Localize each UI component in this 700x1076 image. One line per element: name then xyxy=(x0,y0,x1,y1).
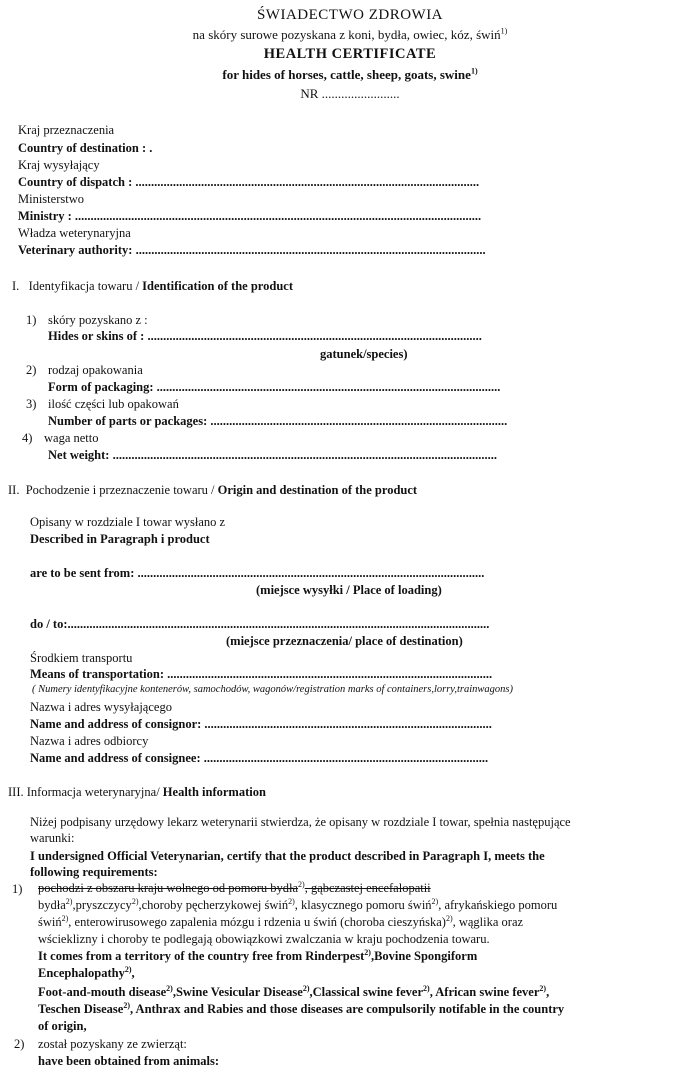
item-1-label-pl: skóry pozyskano z : xyxy=(48,313,148,327)
item-4-label-pl: waga netto xyxy=(44,431,99,445)
destination-to-field[interactable]: do / to:....................................................................................................................................... xyxy=(30,617,490,631)
described-en: Described in Paragraph i product xyxy=(30,532,210,546)
consignor-label-pl: Nazwa i adres wysyłającego xyxy=(30,700,172,714)
req-1-en-line-5: of origin, xyxy=(38,1019,87,1033)
req-1-en-line-2: Encephalopathy$^{2)}$, xyxy=(38,964,135,980)
certificate-number: NR ........................ xyxy=(300,86,400,101)
weight-field[interactable]: Net weight: ........................................................................................................................... xyxy=(48,448,497,462)
intro-en-line-2: following requirements: xyxy=(30,865,158,879)
req-1-number: 1) xyxy=(12,882,23,896)
species-note: gatunek/species) xyxy=(320,347,408,361)
transport-note: ( Numery identyfikacyjne kontenerów, samochodów, wagonów/registration marks of containers,lorry,trainwagons) xyxy=(32,684,514,695)
item-3-label-pl: ilość części lub opakowań xyxy=(48,397,179,411)
authority-field[interactable]: Veterinary authority: ................................................................................................................ xyxy=(18,243,486,257)
req-2-number: 2) xyxy=(14,1037,25,1051)
transport-label-pl: Środkiem transportu xyxy=(30,651,133,665)
section-2-heading: II. Pochodzenie i przeznaczenie towaru / Origin and destination of the product xyxy=(8,483,418,497)
destination-field[interactable]: Country of destination : . xyxy=(18,141,153,155)
item-2-number: 2) xyxy=(26,363,37,377)
item-3-number: 3) xyxy=(26,397,37,411)
described-pl: Opisany w rozdziale I towar wysłano z xyxy=(30,515,226,529)
title-pl: ŚWIADECTWO ZDROWIA xyxy=(256,7,444,23)
dispatch-label-pl: Kraj wysyłający xyxy=(18,158,100,172)
req-1-pl-line-1: pochodzi z obszaru kraju wolnego od pomoru bydła$^{2)}$, gąbczastej encefalopatii xyxy=(38,879,431,895)
subtitle-en: for hides of horses, cattle, sheep, goats, swine$^{1)}$ xyxy=(222,66,478,82)
ministry-label-pl: Ministerstwo xyxy=(18,192,84,206)
item-1-number: 1) xyxy=(26,313,37,327)
intro-en-line-1: I undersigned Official Veterynarian, certify that the product described in Paragraph I, meets the xyxy=(30,849,545,863)
req-1-en-line-3: Foot-and-mouth disease$^{2)}$,Swine Vesicular Disease$^{2)}$,Classical swine fever$^{2)}$, African swine fever$^{2)}$, xyxy=(38,983,550,999)
consignor-field[interactable]: Name and address of consignor: ............................................................................................ xyxy=(30,717,492,731)
consignee-field[interactable]: Name and address of consignee: ........................................................................................... xyxy=(30,751,489,765)
place-of-destination-note: (miejsce przeznaczenia/ place of destination) xyxy=(226,634,463,648)
sent-from-field[interactable]: are to be sent from: ............................................................................................................... xyxy=(30,566,485,580)
req-1-pl-line-2: bydła$^{2)}$,pryszczycy$^{2)}$,choroby pęcherzykowej świń$^{2)}$, klasycznego pomoru świń$^{2)}$, afrykańskiego pomoru xyxy=(38,896,558,912)
section-1-heading: I. Identyfikacja towaru / Identification of the product xyxy=(12,279,293,293)
req-2-pl: został pozyskany ze zwierząt: xyxy=(38,1037,187,1051)
intro-pl-line-1: Niżej podpisany urzędowy lekarz weterynarii stwierdza, że opisany w rozdziale I towar, spełnia następujące xyxy=(30,815,571,829)
req-1-en-line-1: It comes from a territory of the country free from Rinderpest$^{2)}$,Bovine Spongiform xyxy=(38,947,478,963)
item-4-number: 4) xyxy=(22,431,33,445)
title-en: HEALTH CERTIFICATE xyxy=(263,46,437,62)
intro-pl-line-2: warunki: xyxy=(30,831,75,845)
item-2-label-pl: rodzaj opakowania xyxy=(48,363,143,377)
req-1-en-line-4: Teschen Disease$^{2)}$, Anthrax and Rabies and those diseases are compulsorily notifable in the country xyxy=(38,1000,565,1016)
consignee-label-pl: Nazwa i adres odbiorcy xyxy=(30,734,149,748)
transport-field[interactable]: Means of transportation: ........................................................................................................ xyxy=(30,667,493,681)
packaging-field[interactable]: Form of packaging: .............................................................................................................. xyxy=(48,380,501,394)
req-1-pl-line-4: wścieklizny i choroby te podlegają obowiązkowi zwalczania w kraju pochodzenia towaru. xyxy=(38,932,490,946)
req-1-pl-line-3: świń$^{2)}$, enterowirusowego zapalenia mózgu i rdzenia u świń (choroba cieszyńska)$^{2)}$, wąglika oraz xyxy=(38,913,524,929)
destination-label-pl: Kraj przeznaczenia xyxy=(18,123,115,137)
authority-label-pl: Władza weterynaryjna xyxy=(18,226,131,240)
req-2-en: have been obtained from animals: xyxy=(38,1054,220,1068)
dispatch-field[interactable]: Country of dispatch : .............................................................................................................. xyxy=(18,175,480,189)
subtitle-pl: na skóry surowe pozyskana z koni, bydła, owiec, kóz, świń$^{1)}$ xyxy=(192,26,508,42)
hides-field[interactable]: Hides or skins of : ........................................................................................................... xyxy=(48,329,482,343)
ministry-field[interactable]: Ministry : .................................................................................................................................. xyxy=(18,209,482,223)
section-3-heading: III. Informacja weterynaryjna/ Health information xyxy=(8,785,266,799)
parts-field[interactable]: Number of parts or packages: ............................................................................................... xyxy=(48,414,508,428)
place-of-loading-note: (miejsce wysyłki / Place of loading) xyxy=(256,583,442,597)
